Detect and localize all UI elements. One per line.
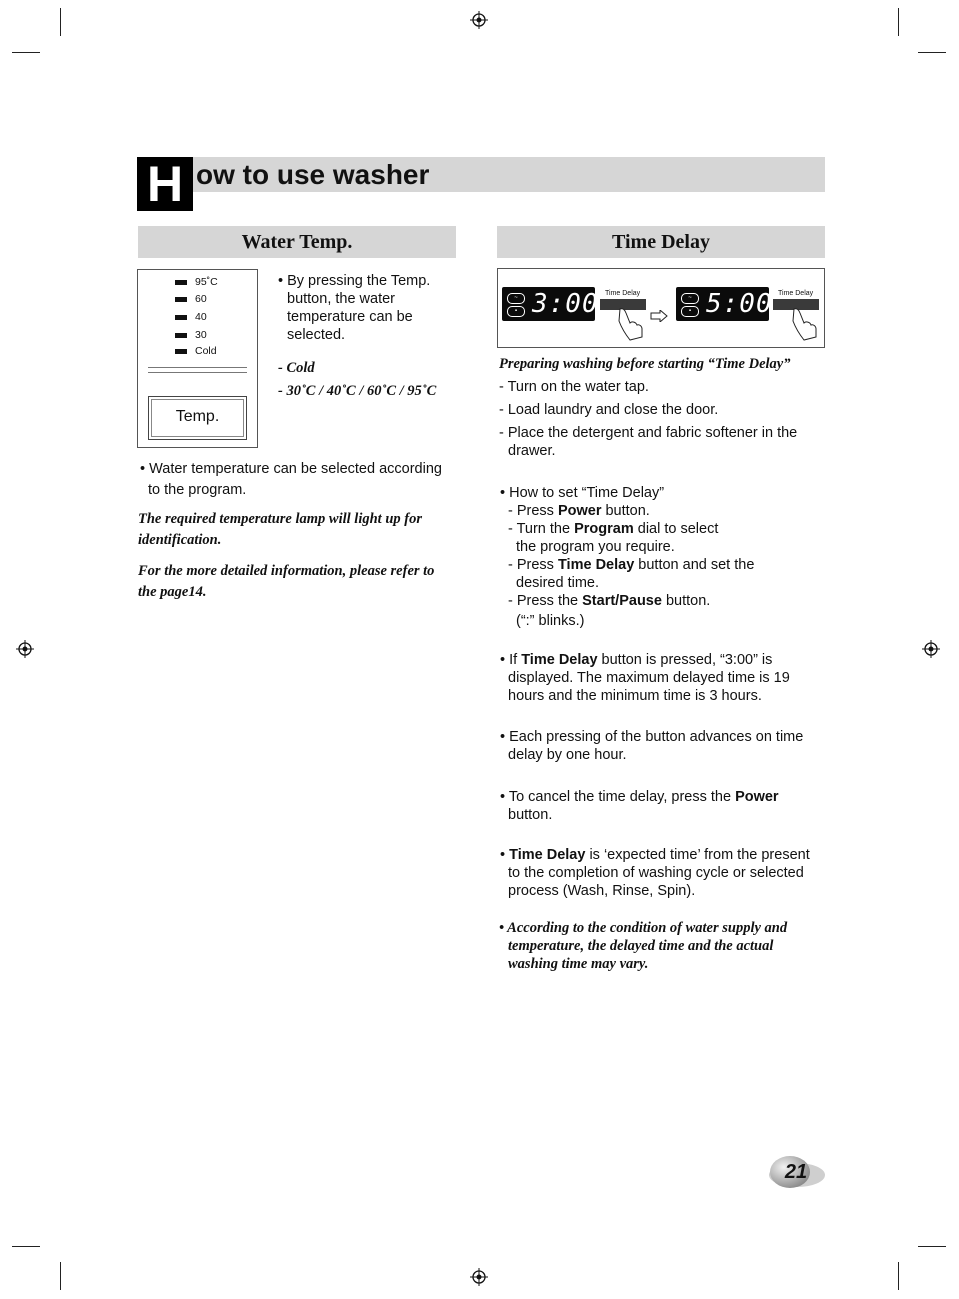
temp-lamp-cold: Cold xyxy=(175,344,217,358)
preparing-steps: - Turn on the water tap. - Load laundry and close the door. - Place the detergent and fabric softener in the drawer. xyxy=(499,379,798,459)
temp-note: • Water temperature can be selected according to the program. xyxy=(140,461,442,498)
lcd-display-after: ~ ▪ 5:00 xyxy=(676,287,769,321)
lock-icon: ▪ xyxy=(681,306,699,317)
temp-option-cold: - Cold xyxy=(278,360,315,376)
water-temp-heading: Water Temp. xyxy=(138,226,456,258)
registration-mark-icon xyxy=(922,640,940,658)
crop-mark xyxy=(918,1246,946,1247)
page-title: ow to use washer xyxy=(196,159,430,190)
temp-lamp-40: 40 xyxy=(175,310,207,324)
time-delay-button-label: Time Delay xyxy=(605,290,641,297)
lock-icon: ▪ xyxy=(507,306,525,317)
temp-lamp-60: 60 xyxy=(175,292,207,306)
registration-mark-icon xyxy=(470,11,488,29)
info-cancel: • To cancel the time delay, press the Power button. xyxy=(500,789,779,823)
temp-refer-note: For the more detailed information, please refer to the page14. xyxy=(138,563,435,600)
temp-lamp-95: 95˚C xyxy=(175,275,218,289)
howto-steps: • How to set “Time Delay” - Press Power button. - Turn the Program dial to select the program you require. - Press Time Delay button and set the desired time. - Press the Start/Pause button. (“:” blinks.) xyxy=(500,485,755,629)
lcd-display-before: ~ ▪ 3:00 xyxy=(502,287,595,321)
temp-description: • By pressing the Temp. button, the water temperature can be selected. xyxy=(278,273,431,343)
time-delay-button-label: Time Delay xyxy=(778,290,814,297)
arrow-right-icon xyxy=(650,310,668,322)
crop-mark xyxy=(898,1262,899,1290)
wash-icon: ~ xyxy=(507,293,525,304)
wash-icon: ~ xyxy=(681,293,699,304)
divider xyxy=(148,367,247,373)
info-each-press: • Each pressing of the button advances on time delay by one hour. xyxy=(500,729,804,763)
registration-mark-icon xyxy=(470,1268,488,1286)
registration-mark-icon xyxy=(16,640,34,658)
time-delay-heading: Time Delay xyxy=(497,226,825,258)
finger-press-icon xyxy=(790,307,820,341)
temp-button-label: Temp. xyxy=(175,408,220,425)
preparing-title: Preparing washing before starting “Time Delay” xyxy=(499,356,791,372)
page-number: 21 xyxy=(784,1161,808,1183)
info-definition: • Time Delay is ‘expected time’ from the present to the completion of washing cycle or selected process (Wash, Rinse, Spin). xyxy=(500,847,810,899)
crop-mark xyxy=(918,52,946,53)
crop-mark xyxy=(12,1246,40,1247)
crop-mark xyxy=(12,52,40,53)
crop-mark xyxy=(60,8,61,36)
finger-press-icon xyxy=(616,307,646,341)
info-pressed: • If Time Delay button is pressed, “3:00” is displayed. The maximum delayed time is 19 hours and the minimum time is 3 hours. xyxy=(500,652,790,704)
header-initial: H xyxy=(137,157,193,211)
crop-mark xyxy=(60,1262,61,1290)
temp-option-values: - 30˚C / 40˚C / 60˚C / 95˚C xyxy=(278,383,437,399)
crop-mark xyxy=(898,8,899,36)
time-delay-italic-note: • According to the condition of water supply and temperature, the delayed time and the actual washing time may vary. xyxy=(499,920,788,972)
temp-lamp-30: 30 xyxy=(175,328,207,342)
temp-italic-note: The required temperature lamp will light up for identification. xyxy=(138,511,422,548)
